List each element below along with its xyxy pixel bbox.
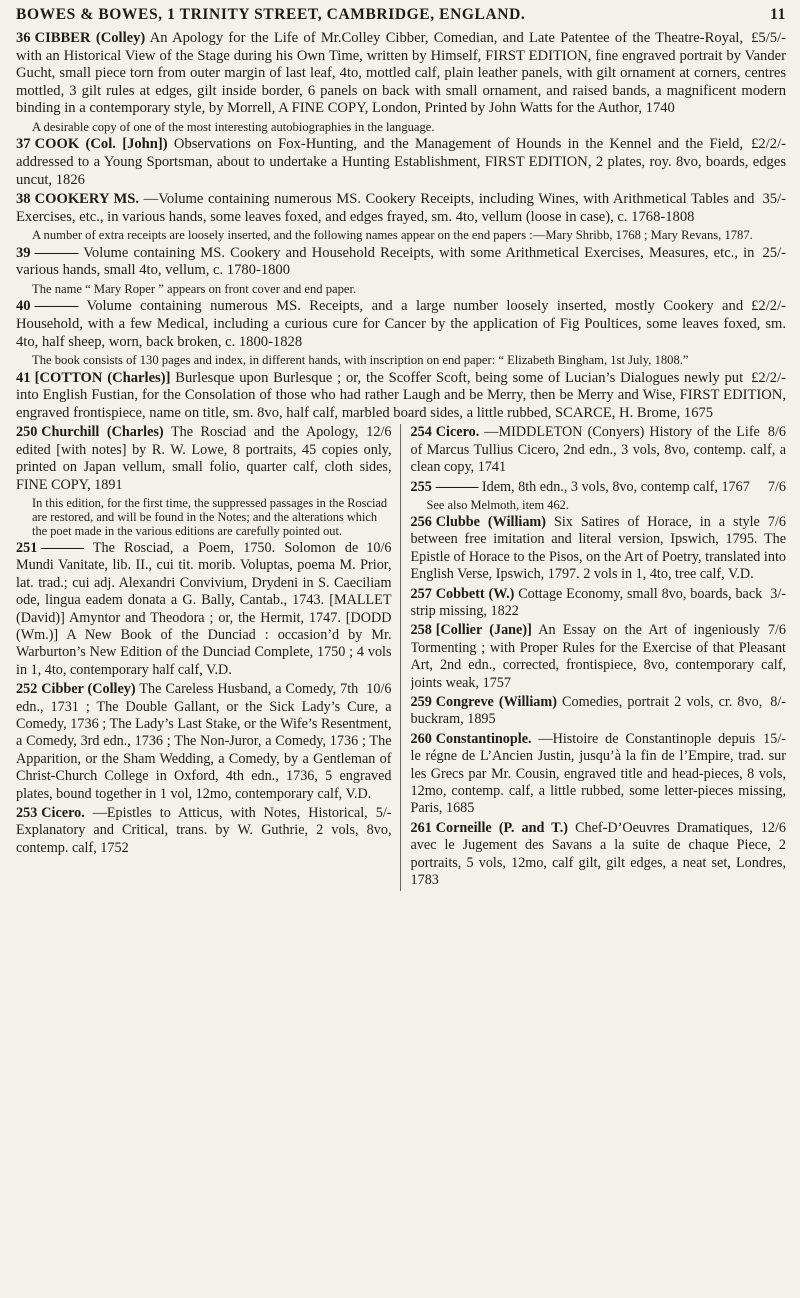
entry-price: £2/2/-	[751, 298, 786, 315]
entry-heading: Congreve (William)	[435, 694, 557, 710]
entry-number: 38	[16, 191, 31, 208]
entry-heading: ———	[435, 478, 479, 495]
entry-number: 252	[16, 681, 38, 698]
page-header	[16, 6, 786, 30]
entry-number: 36	[16, 30, 31, 46]
entry-number: 255	[410, 478, 432, 495]
entry-number: 260	[410, 730, 432, 747]
entry-heading: Churchill (Charles)	[41, 424, 164, 441]
entry-note: A number of extra receipts are loosely inserted, and the following names appear on the end papers :—Mary Shribb, 1768 ; Mary Revans, 1787.	[32, 228, 753, 243]
entry-note: See also Melmoth, item 462.	[426, 497, 569, 512]
entry-price: 10/6	[366, 681, 392, 698]
entry-note: The name “ Mary Roper ” appears on front cover and end paper.	[32, 281, 357, 296]
entry-number: 251	[16, 539, 38, 556]
entry-heading: Corneille (P. and T.)	[435, 819, 568, 836]
entry-description: Chef-D’Oeuvres Dramatiques, avec le Jugement des Savans a la suite de chaque Piece, 2 portraits, 5 vols, 12mo, calf gilt, gilt edges, a neat set, Londres, 1783	[410, 819, 786, 889]
entry-description: An Essay on the Art of ingeniously Tormenting ; with Proper Rules for the Exercise of that Pleasant Art, 2nd edn., corrected, frontispiece, 8vo, contemporary calf, joints weak, 1757	[410, 622, 786, 691]
entry-price: 35/-	[762, 191, 786, 208]
entry-number: 257	[410, 585, 432, 602]
entry-heading: Constantinople.	[435, 730, 532, 747]
entry-note: In this edition, for the first time, the suppressed passages in the Rosciad are restored, and will be found in the Notes; and the alterations which the poet made in the various editions are carefully pointed out.	[32, 495, 388, 538]
entry-number: 258	[410, 622, 432, 639]
entry-number: 39	[16, 244, 31, 261]
catalogue-entry	[16, 805, 392, 857]
entry-heading: Cibber (Colley)	[41, 681, 136, 698]
entry-description: —Volume containing numerous MS. Cookery Receipts, including Wines, with Arithmetical Tables and Exercises, etc., in various hands, some leaves foxed, and edges frayed, sm. 4to, vellum (loose in case), c. 1768-1808	[16, 191, 755, 225]
catalogue-entry	[16, 424, 392, 494]
entry-description: Volume containing numerous MS. Receipts, and a large number loosely inserted, mostly Cookery and Household, with a few Medical, including a curious cure for Cancer by the application of Fig Poultices, some leaves foxed, sm. 4to, half sheep, worn, back broken, c. 1800-1828	[16, 298, 786, 350]
entry-price: £2/2/-	[751, 136, 786, 153]
entry-heading: ———	[34, 244, 79, 261]
entry-heading: [Collier (Jane)]	[435, 622, 532, 639]
entry-description: —Epistles to Atticus, with Notes, Historical, Explanatory and Critical, trans. by W. Guthrie, 2 vols, 8vo, contemp. calf, 1752	[16, 805, 392, 856]
catalogue-entry	[411, 622, 787, 692]
catalogue-entry	[16, 136, 786, 189]
right-column	[411, 424, 787, 891]
bookseller-address: BOWES & BOWES, 1 TRINITY STREET, CAMBRIDGE, ENGLAND.	[16, 6, 526, 23]
entry-price: £2/2/-	[751, 369, 786, 386]
entry-description: —Histoire de Constantinople depuis le régne de L’Ancien Justin, jusqu’à la fin de l’Empire, trad. sur les Grecs par Mr. Cousin, engraved title and head-pieces, 8 vols, 12mo, contemp. calf, a little rubbed, some letter-pieces missing, Paris, 1685	[410, 730, 786, 817]
catalogue-entry	[16, 298, 786, 351]
catalogue-entry	[411, 694, 787, 729]
entry-price: £5/5/-	[751, 30, 786, 46]
entry-price: 8/6	[767, 424, 786, 441]
entry-heading: [COTTON (Charles)]	[34, 369, 171, 386]
entry-price: 5/-	[375, 805, 392, 822]
full-width-entries	[16, 30, 786, 422]
entry-description: Cottage Economy, small 8vo, boards, back strip missing, 1822	[410, 585, 763, 619]
catalogue-entry	[411, 479, 787, 496]
entry-number: 259	[410, 694, 432, 710]
page-number: 11	[770, 6, 786, 23]
entry-number: 37	[16, 136, 31, 153]
entry-heading: COOKERY MS.	[34, 191, 140, 208]
entry-price: 3/-	[770, 585, 786, 602]
entry-description: Volume containing MS. Cookery and Household Receipts, with some Arithmetical Exercises, Measures, etc., in various hands, small 4to, vellum, c. 1780-1800	[16, 244, 755, 279]
left-column	[16, 424, 401, 891]
entry-price: 25/-	[762, 244, 786, 261]
entry-heading: Cicero.	[41, 805, 85, 822]
entry-number: 254	[410, 424, 432, 441]
entry-description: Comedies, portrait 2 vols, cr. 8vo, buckram, 1895	[410, 694, 763, 728]
entry-description: Idem, 8th edn., 3 vols, 8vo, contemp calf, 1767	[481, 478, 750, 495]
entry-description: The Careless Husband, a Comedy, 7th edn., 1731 ; The Double Gallant, or the Sick Lady’s Cure, a Comedy, 1736 ; The Lady’s Last Stake, or the Wife’s Resentment, a Comedy, 3rd edn., 1736 ; The Non-Juror, a Comedy, 1736 ; The Apparition, or the Sham Wedding, a Comedy, by a Gentleman of Christ-Church College in Oxford, 4th edn., 1736, 5 engraved plates, bound together in 1 vol, 12mo, contemporary calf, V.D.	[16, 681, 392, 802]
catalogue-entry	[411, 424, 787, 476]
catalogue-entry	[411, 514, 787, 584]
entry-description: Observations on Fox-Hunting, and the Management of Hounds in the Kennel and the Field, addressed to a Young Sportsman, about to undertake a Hunting Establishment, FIRST EDITION, 2 plates, roy. 8vo, boards, edges uncut, 1826	[16, 136, 786, 188]
entry-number: 253	[16, 805, 38, 822]
catalogue-entry	[16, 245, 786, 280]
entry-description: The Rosciad and the Apology, edited [with notes] by R. W. Lowe, 8 portraits, 45 copies only, printed on Japan vellum, small folio, quarter calf, cloth sides, FINE COPY, 1891	[16, 424, 392, 493]
entry-note: The book consists of 130 pages and index, in different hands, with inscription on end paper: “ Elizabeth Bingham, 1st July, 1808.”	[32, 353, 689, 368]
entry-price: 7/6	[767, 478, 786, 495]
catalogue-entry	[16, 540, 392, 679]
entry-price: 7/6	[767, 622, 786, 639]
two-column-listing	[16, 424, 786, 891]
entry-price: 7/6	[767, 513, 786, 530]
catalogue-entry	[16, 681, 392, 803]
entry-heading: ———	[34, 298, 79, 315]
entry-number: 41	[16, 369, 31, 386]
entry-heading: CIBBER (Colley)	[34, 30, 146, 46]
entry-price: 10/6	[366, 539, 392, 556]
entry-number: 261	[410, 819, 432, 836]
entry-price: 15/-	[763, 730, 786, 747]
catalogue-entry	[16, 370, 786, 423]
entry-heading: Cicero.	[435, 424, 480, 441]
entry-number: 40	[16, 298, 31, 315]
entry-heading: Cobbett (W.)	[435, 585, 515, 602]
entry-description: The Rosciad, a Poem, 1750. Solomon de Mundi Vanitate, lib. II., cui tit. morib. Voluptas, poema M. Prior, lat. trad.; cui adj. Alexandri Convivium, Drydeni in S. Caeciliam ode, lingua eadem donata a G. Bally, Cantab., 1743. [MALLET (David)] Amyntor and Theodora ; or, the Hermit, 1747. [DODD (Wm.)] A New Book of the Dunciad : occasion’d by Mr. Warburton’s New Edition of the Dunciad Complete, 1750 ; 4 vols in 1, 4to, contemporary half calf, V.D.	[16, 539, 392, 678]
entry-heading: ———	[41, 539, 84, 556]
entry-price: 8/-	[770, 694, 786, 710]
entry-description: Six Satires of Horace, in a style between free imitation and literal version, Ipswich, 1795. The Epistle of Horace to the Pisos, on the Art of Poetry, translated into English Verse, Ipswich, 1797. 2 vols in 1, 4to, tree calf, V.D.	[410, 513, 786, 583]
entry-heading: Clubbe (William)	[435, 513, 546, 530]
catalogue-entry	[411, 731, 787, 818]
entry-heading: COOK (Col. [John])	[34, 136, 168, 153]
entry-description: —MIDDLETON (Conyers) History of the Life of Marcus Tullius Cicero, 2nd edn., 3 vols, 8vo, contemp. calf, a clean copy, 1741	[410, 424, 786, 476]
entry-number: 256	[410, 513, 432, 530]
entry-number: 250	[16, 424, 38, 441]
entry-description: An Apology for the Life of Mr.Colley Cibber, Comedian, and Late Patentee of the Theatre-Royal, with an Historical View of the Stage during his Own Time, written by Himself, FIRST EDITION, fine engraved portrait by Vander Gucht, small piece torn from outer margin of last leaf, 4to, mottled calf, plain leather panels, with gilt ornament at corners, centres mottled, 3 gilt rules at edges, gilt inside border, 6 panels on back with small ornament, and raised bands, a magnificent modern binding in a contemporary style, by Morrell, A FINE COPY, London, Printed by John Watts for the Author, 1740	[16, 30, 786, 117]
catalogue-entry	[411, 820, 787, 890]
entry-description: Burlesque upon Burlesque ; or, the Scoffer Scoft, being some of Lucian’s Dialogues newly put into English Fustian, for the Consolation of those who had rather Laugh and be Merry, then be Merry and Wise, FIRST EDITION, engraved frontispiece, name on title, sm. 8vo, half calf, marbled board sides, a little rubbed, SCARCE, H. Brome, 1675	[16, 369, 786, 421]
catalogue-entry	[16, 30, 786, 118]
entry-price: 12/6	[760, 819, 786, 836]
catalogue-entry	[411, 586, 787, 621]
entry-note: A desirable copy of one of the most interesting autobiographies in the language.	[32, 119, 435, 134]
catalogue-entry	[16, 191, 786, 226]
entry-price: 12/6	[366, 424, 392, 441]
